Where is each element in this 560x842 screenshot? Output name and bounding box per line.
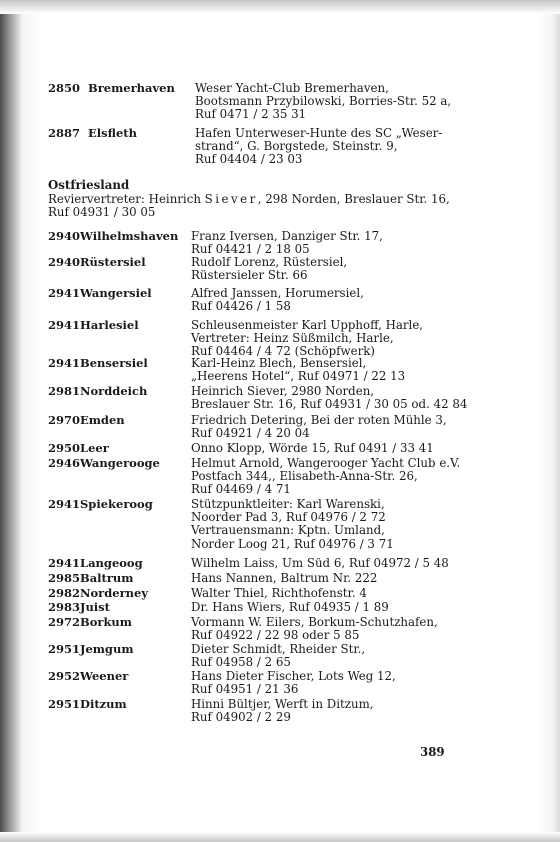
place-name: Harlesiel — [80, 318, 139, 332]
contact-line: Ruf 0471 / 2 35 31 — [195, 107, 307, 122]
representative-name: Siever — [204, 192, 258, 206]
contact-line: Dieter Schmidt, Rheider Str., — [191, 642, 366, 656]
place-name: Rüstersiel — [80, 255, 146, 269]
place-name: Jemgum — [80, 642, 134, 656]
place-name: Leer — [80, 441, 109, 455]
contact-line: Karl-Heinz Blech, Bensersiel, — [191, 356, 367, 370]
place-name: Bremerhaven — [88, 81, 175, 95]
contact-details — [191, 557, 449, 570]
contact-line: Vertreter: Heinz Süßmilch, Harle, — [191, 331, 394, 346]
place-name: Borkum — [80, 615, 132, 629]
place-name: Baltrum — [80, 571, 134, 585]
contact-line: Friedrich Detering, Bei der roten Mühle 3, — [191, 413, 447, 427]
representative-line-1: Reviervertreter: Heinrich Siever, 298 Norden, Breslauer Str. 16, — [48, 192, 450, 206]
postal-code: 2941 — [48, 356, 81, 370]
place-name: Weener — [80, 669, 129, 683]
postal-code: 2972 — [48, 615, 81, 629]
contact-line: „Heerens Hotel“, Ruf 04971 / 22 13 — [191, 369, 406, 384]
place-name: Spiekeroog — [80, 497, 153, 511]
postal-code: 2981 — [48, 384, 81, 398]
postal-code: 2941 — [48, 286, 81, 300]
contact-line: Heinrich Siever, 2980 Norden, — [191, 384, 375, 398]
postal-code: 2941 — [48, 556, 81, 570]
contact-line: strand“, G. Borgstede, Steinstr. 9, — [195, 139, 398, 154]
postal-code: 2982 — [48, 586, 81, 600]
contact-line: Weser Yacht-Club Bremerhaven, — [195, 81, 389, 95]
place-name: Wangerooge — [80, 456, 160, 470]
contact-details — [191, 442, 434, 455]
contact-details — [195, 82, 451, 122]
contact-line: Ruf 04464 / 4 72 (Schöpfwerk) — [191, 344, 375, 359]
contact-line: Ruf 04951 / 21 36 — [191, 682, 299, 697]
page-bottom-edge — [0, 832, 560, 842]
place-name: Juist — [80, 600, 110, 614]
contact-details — [191, 357, 405, 383]
contact-line: Walter Thiel, Richthofenstr. 4 — [191, 586, 367, 600]
contact-line: Ruf 04902 / 2 29 — [191, 710, 291, 725]
postal-code: 2950 — [48, 441, 81, 455]
region-representative — [48, 193, 450, 219]
contact-line: Noorder Pad 3, Ruf 04976 / 2 72 — [191, 510, 386, 525]
place-name: Elsfleth — [88, 126, 137, 140]
place-name: Wilhelmshaven — [80, 229, 179, 243]
contact-details — [191, 457, 460, 497]
contact-details — [191, 414, 447, 440]
contact-details — [191, 256, 347, 282]
postal-code: 2983 — [48, 600, 81, 614]
contact-details — [191, 385, 467, 411]
contact-details — [191, 498, 394, 551]
place-name: Emden — [80, 413, 125, 427]
postal-code: 2850 — [48, 81, 81, 95]
contact-line: Hinni Bültjer, Werft in Ditzum, — [191, 697, 374, 711]
place-name: Norderney — [80, 586, 149, 600]
postal-code: 2952 — [48, 669, 81, 683]
contact-details — [191, 319, 423, 359]
contact-line: Ruf 04922 / 22 98 oder 5 85 — [191, 628, 360, 643]
contact-line: Schleusenmeister Karl Upphoff, Harle, — [191, 318, 424, 332]
contact-details — [191, 572, 377, 585]
contact-line: Ruf 04404 / 23 03 — [195, 152, 303, 167]
contact-line: Vertrauensmann: Kptn. Umland, — [191, 523, 385, 538]
contact-line: Franz Iversen, Danziger Str. 17, — [191, 229, 383, 243]
contact-line: Helmut Arnold, Wangerooger Yacht Club e.V. — [191, 456, 461, 470]
postal-code: 2887 — [48, 126, 81, 140]
contact-details — [191, 698, 374, 724]
contact-line: Hans Dieter Fischer, Lots Weg 12, — [191, 669, 396, 683]
postal-code: 2970 — [48, 413, 81, 427]
page-number: 389 — [420, 745, 445, 759]
postal-code: 2941 — [48, 318, 81, 332]
place-name: Norddeich — [80, 384, 148, 398]
contact-line: Rüstersieler Str. 66 — [191, 268, 308, 283]
postal-code: 2941 — [48, 497, 81, 511]
contact-details — [191, 601, 389, 614]
contact-line: Ruf 04469 / 4 71 — [191, 482, 291, 497]
contact-line: Breslauer Str. 16, Ruf 04931 / 30 05 od. 42 84 — [191, 397, 468, 412]
region-heading: Ostfriesland — [48, 178, 130, 192]
contact-line: Ruf 04421 / 2 18 05 — [191, 242, 310, 257]
contact-line: Alfred Janssen, Horumersiel, — [191, 286, 364, 300]
contact-line: Ruf 04958 / 2 65 — [191, 655, 291, 670]
contact-line: Stützpunktleiter: Karl Warenski, — [191, 497, 385, 511]
contact-line: Onno Klopp, Wörde 15, Ruf 0491 / 33 41 — [191, 441, 434, 455]
place-name: Langeoog — [80, 556, 143, 570]
contact-line: Postfach 344,, Elisabeth-Anna-Str. 26, — [191, 469, 418, 484]
contact-details — [191, 587, 367, 600]
contact-line: Hans Nannen, Baltrum Nr. 222 — [191, 571, 378, 585]
representative-line-2: Ruf 04931 / 30 05 — [48, 205, 156, 220]
postal-code: 2940 — [48, 229, 81, 243]
postal-code: 2985 — [48, 571, 81, 585]
postal-code: 2951 — [48, 642, 81, 656]
postal-code: 2946 — [48, 456, 81, 470]
contact-line: Ruf 04921 / 4 20 04 — [191, 426, 310, 441]
contact-line: Ruf 04426 / 1 58 — [191, 299, 291, 314]
contact-line: Bootsmann Przybilowski, Borries-Str. 52 a, — [195, 94, 452, 109]
contact-line: Rudolf Lorenz, Rüstersiel, — [191, 255, 348, 269]
contact-details — [195, 127, 442, 167]
postal-code: 2940 — [48, 255, 81, 269]
postal-code: 2951 — [48, 697, 81, 711]
contact-line: Dr. Hans Wiers, Ruf 04935 / 1 89 — [191, 600, 389, 614]
contact-line: Vormann W. Eilers, Borkum-Schutzhafen, — [191, 615, 438, 629]
contact-details — [191, 287, 364, 313]
place-name: Wangersiel — [80, 286, 152, 300]
contact-details — [191, 643, 365, 669]
contact-line: Hafen Unterweser-Hunte des SC „Weser- — [195, 126, 443, 140]
page-top-edge — [0, 0, 560, 14]
contact-line: Norder Loog 21, Ruf 04976 / 3 71 — [191, 536, 394, 551]
contact-details — [191, 230, 383, 256]
contact-details — [191, 616, 438, 642]
place-name: Ditzum — [80, 697, 127, 711]
contact-line: Wilhelm Laiss, Um Süd 6, Ruf 04972 / 5 48 — [191, 556, 449, 570]
contact-details — [191, 670, 396, 696]
place-name: Bensersiel — [80, 356, 148, 370]
